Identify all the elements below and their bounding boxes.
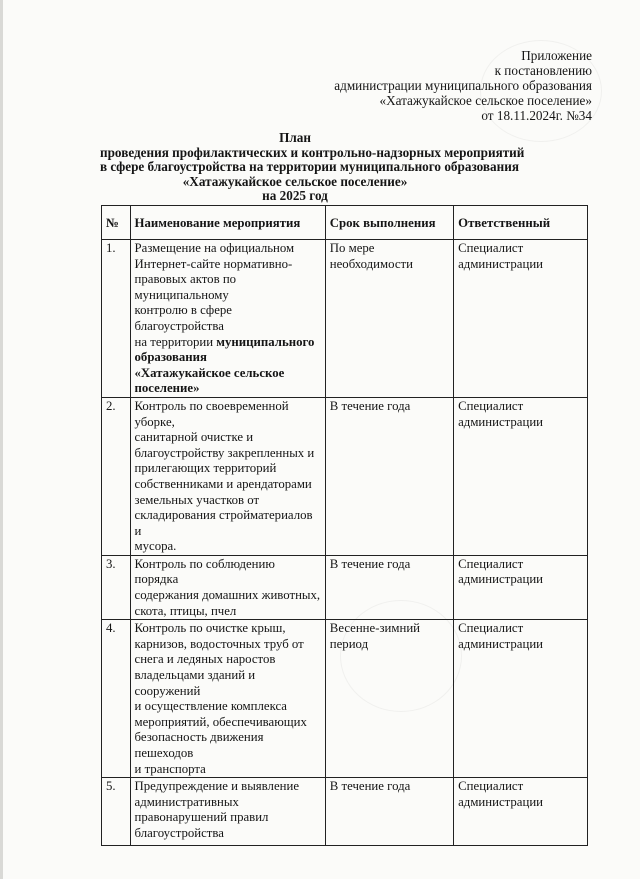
approval-line: к постановлению [494,63,592,78]
table-row [102,240,588,398]
row-number: 5. [102,778,131,846]
row-number: 3. [102,555,131,619]
row-number: 1. [102,240,131,398]
row-number: 4. [102,620,131,778]
title-line: проведения профилактических и контрольно-надзорных мероприятий [100,144,525,160]
table-header-row [102,206,588,240]
table-row [102,397,588,555]
row-responsible: Специалист администрации [454,555,588,619]
scan-edge-shadow [0,0,3,879]
document-title [100,130,525,204]
row-activity-name: Контроль по соблюдению порядка содержания домашних животных, скота, птицы, пчел [130,555,325,619]
title-line: План [279,130,311,145]
row-number: 2. [102,397,131,555]
title-line: «Хатажукайское сельское поселение» [182,173,408,189]
row-responsible: Специалист администрации [454,620,588,778]
row-responsible: Специалист администрации [454,778,588,846]
row-deadline: В течение года [325,555,453,619]
header-activity-name: Наименование мероприятия [130,206,325,240]
approval-line: администрации муниципального образования [334,78,592,93]
approval-block [334,48,592,123]
table-row [102,620,588,778]
header-responsible: Ответственный [454,206,588,240]
activity-text-bold: муниципального образования «Хатажукайское сельское поселение» [134,334,315,396]
row-deadline: Весенне-зимний период [325,620,453,778]
row-deadline: В течение года [325,397,453,555]
approval-line: Приложение [521,48,592,63]
row-responsible: Специалист администрации [454,240,588,398]
row-activity-name [130,240,325,398]
title-line: в сфере благоустройства на территории муниципального образования [100,159,519,174]
row-activity-name: Предупреждение и выявление административных правонарушений правил благоустройства [130,778,325,846]
approval-date-number: от 18.11.2024г. №34 [481,108,592,123]
header-deadline: Срок выполнения [325,206,453,240]
row-deadline: В течение года [325,778,453,846]
table-row [102,778,588,846]
row-activity-name: Контроль по своевременной уборке, санитарной очистке и благоустройству закрепленных и прилегающих территорий собственниками и арендаторами земельных участков от складирования стройматериалов и мусора. [130,397,325,555]
title-line: на 2025 год [262,188,328,203]
table-row [102,555,588,619]
header-number: № [102,206,131,240]
approval-line: «Хатажукайское сельское поселение» [379,93,592,108]
activity-text: Размещение на официальном Интернет-сайте нормативно- правовых актов по муниципальному контролю в сфере благоустройства на территории [134,241,295,349]
row-activity-name: Контроль по очистке крыш, карнизов, водосточных труб от снега и ледяных наростов владельцами зданий и сооружений и осуществление комплекса мероприятий, обеспечивающих безопасность движения пешеходов и транспорта [130,620,325,778]
plan-table [101,205,588,846]
row-deadline: По мере необходимости [325,240,453,398]
row-responsible: Специалист администрации [454,397,588,555]
